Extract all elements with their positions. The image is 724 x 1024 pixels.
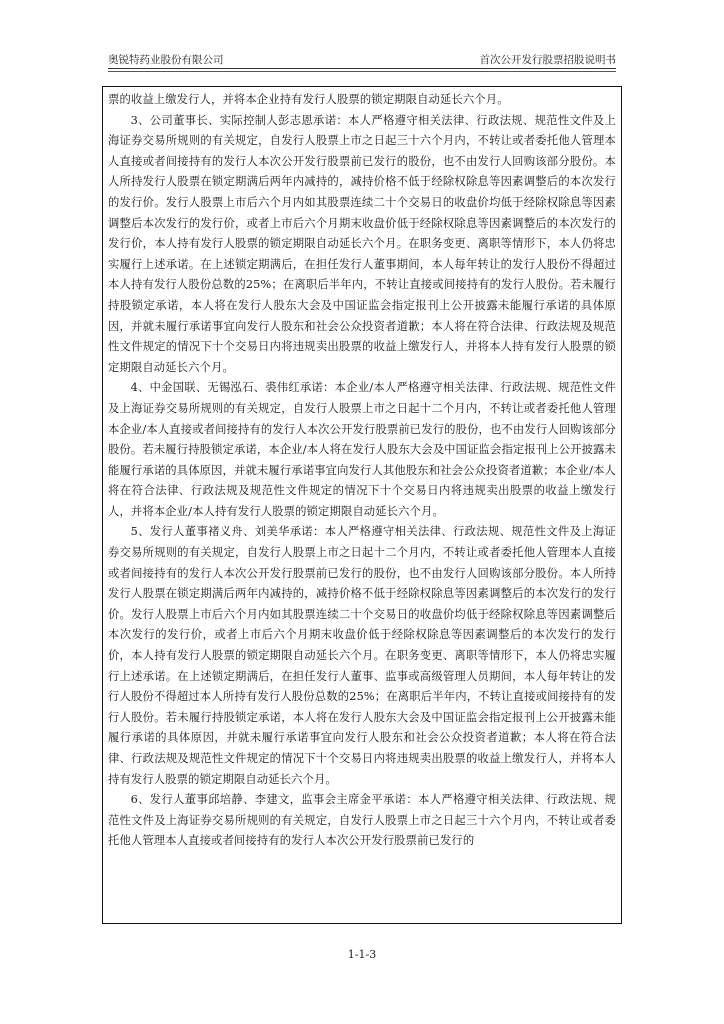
paragraph-5: 5、发行人董事褚义舟、刘美华承诺：本人严格遵守相关法律、行政法规、规范性文件及上海证券交易所规则的有关规定，自发行人股票上市之日起十二个月内，不转让或者委托他人管理本人直接或者间接持有的发行人本次公开发行股票前已发行的股份，也不由发行人回购该部分股份。本人所持发行人股票在锁定期满后两年内减持的，减持价格不低于经除权除息等因素调整后的本次发行的发行价。发行人股票上市后六个月内如其股票连续二十个交易日的收盘价均低于经除权除息等因素调整后本次发行的发行价，或者上市后六个月期末收盘价低于经除权除息等因素调整后的本次发行的发行价，本人持有发行人股票的锁定期限自动延长六个月。在职务变更、离职等情形下，本人仍将忠实履行上述承诺。在上述锁定期满后，在担任发行人董事、监事或高级管理人员期间，本人每年转让的发行人股份不得超过本人所持有发行人股份总数的25%；在离职后半年内，不转让直接或间接持有的发行人股份。若未履行持股锁定承诺，本人将在发行人股东大会及中国证监会指定报刊上公开披露未能履行承诺的具体原因，并就未履行承诺事宜向发行人股东和社会公众投资者道歉；本人将在符合法律、行政法规及规范性文件规定的情况下十个交易日内将违规卖出股票的收益上缴发行人，并将本人持有发行人股票的锁定期限自动延长六个月。 <box>108 525 616 786</box>
paragraph-continuation: 票的收益上缴发行人，并将本企业持有发行人股票的锁定期限自动延长六个月。 <box>108 93 509 106</box>
page-number: 1-1-3 <box>347 948 377 961</box>
document-title: 首次公开发行股票招股说明书 <box>479 54 616 66</box>
document-body <box>108 90 616 852</box>
paragraph-6: 6、发行人董事邱培静、李建文，监事会主席金平承诺：本人严格遵守相关法律、行政法规、规范性文件及上海证券交易所规则的有关规定，自发行人股票上市之日起三十六个月内，不转让或者委托他人管理本人直接或者间接持有的发行人本次公开发行股票前已发行的 <box>108 793 616 848</box>
paragraph-4: 4、中金国联、无锡泓石、裘伟红承诺：本企业/本人严格遵守相关法律、行政法规、规范性文件及上海证券交易所规则的有关规定，自发行人股票上市之日起十二个月内，不转让或者委托他人管理本企业/本人直接或者间接持有的发行人本次公开发行股票前已发行的股份，也不由发行人回购该部分股份。若未履行持股锁定承诺，本企业/本人将在发行人股东大会及中国证监会指定报刊上公开披露未能履行承诺的具体原因，并就未履行承诺事宜向发行人其他股东和社会公众投资者道歉；本企业/本人将在符合法律、行政法规及规范性文件规定的情况下十个交易日内将违规卖出股票的收益上缴发行人，并将本企业/本人持有发行人股票的锁定期限自动延长六个月。 <box>108 381 616 518</box>
paragraph-3: 3、公司董事长、实际控制人彭志恩承诺：本人严格遵守相关法律、行政法规、规范性文件及上海证券交易所规则的有关规定，自发行人股票上市之日起三十六个月内，不转让或者委托他人管理本人直接或者间接持有的发行人本次公开发行股票前已发行的股份，也不由发行人回购该部分股份。本人所持发行人股票在锁定期满后两年内减持的，减持价格不低于经除权除息等因素调整后的本次发行的发行价。发行人股票上市后六个月内如其股票连续二十个交易日的收盘价均低于经除权除息等因素调整后本次发行的发行价，或者上市后六个月期末收盘价低于经除权除息等因素调整后的本次发行的发行价，本人持有发行人股票的锁定期限自动延长六个月。在职务变更、离职等情形下，本人仍将忠实履行上述承诺。在上述锁定期满后，在担任发行人董事期间，本人每年转让的发行人股份不得超过本人持有发行人股份总数的25%；在离职后半年内，不转让直接或间接持有的发行人股份。若未履行持股锁定承诺，本人将在发行人股东大会及中国证监会指定报刊上公开披露未能履行承诺的具体原因，并就未履行承诺事宜向发行人股东和社会公众投资者道歉；本人将在符合法律、行政法规及规范性文件规定的情况下十个交易日内将违规卖出股票的收益上缴发行人，并将本人持有发行人股票的锁定期限自动延长六个月。 <box>108 113 616 374</box>
header-rule <box>108 68 616 69</box>
company-name: 奥锐特药业股份有限公司 <box>108 54 224 66</box>
header-rule-thin <box>108 71 616 72</box>
page-header <box>108 50 616 68</box>
